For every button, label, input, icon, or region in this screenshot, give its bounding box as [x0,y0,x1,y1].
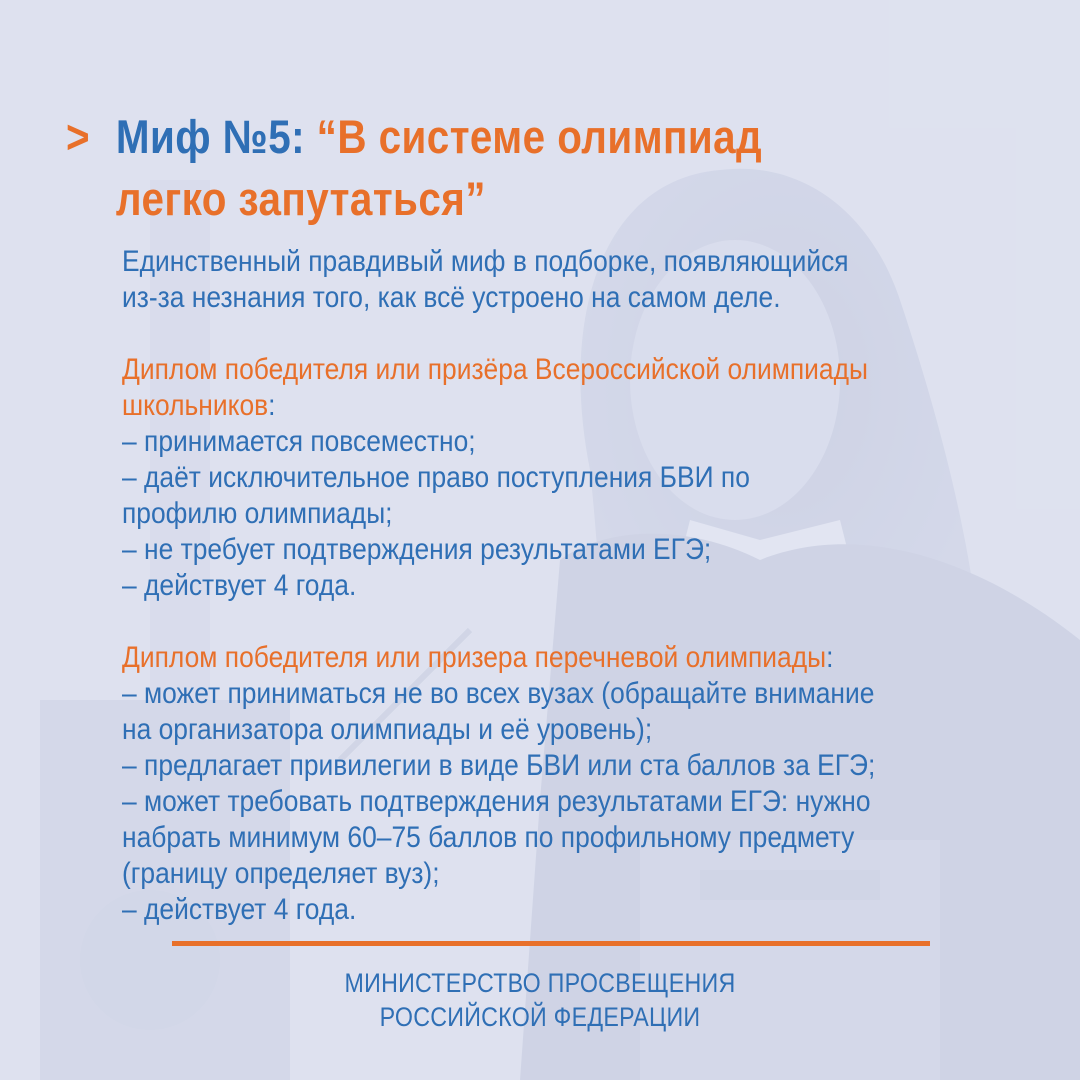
myth-label: Миф №5: [115,110,306,163]
list-item: – действует 4 года. [122,569,357,602]
page-title [66,106,840,230]
list-item: профилю олимпиады; [122,497,393,530]
list-item: (границу определяет вуз); [122,857,440,890]
intro-line: из-за незнания того, как всё устроено на самом деле. [122,281,781,314]
section1-title: Диплом победителя или призёра Всероссийской олимпиады [122,353,869,386]
section1-colon: : [268,389,276,422]
list-item: – не требует подтверждения результатами ЕГЭ; [122,533,712,566]
footer-line1: МИНИСТЕРСТВО ПРОСВЕЩЕНИЯ [344,968,736,998]
section2-title: Диплом победителя или призера перечневой олимпиады [122,641,827,674]
list-item: на организатора олимпиады и её уровень); [122,713,653,746]
list-item: – предлагает привилегии в виде БВИ или ста баллов за ЕГЭ; [122,749,876,782]
section1-title-cont: школьников [122,389,269,422]
list-item: набрать минимум 60–75 баллов по профильному предмету [122,821,855,854]
list-item: – действует 4 года. [122,893,357,926]
intro-line: Единственный правдивый миф в подборке, появляющийся [122,245,849,278]
list-item: – принимается повсеместно; [122,425,476,458]
myth-quote-line1: “В системе олимпиад [316,110,763,163]
ministry-footer [0,966,1080,1034]
chevron-right-icon: > [66,110,91,163]
list-item: – может требовать подтверждения результатами ЕГЭ: нужно [122,785,871,818]
body-text [122,244,967,928]
list-item: – даёт исключительное право поступления БВИ по [122,461,750,494]
divider [172,941,930,946]
myth-quote-line2: легко запутаться” [115,172,486,225]
footer-line2: РОССИЙСКОЙ ФЕДЕРАЦИИ [379,1002,701,1032]
list-item: – может приниматься не во всех вузах (обращайте внимание [122,677,875,710]
section2-colon: : [826,641,834,674]
